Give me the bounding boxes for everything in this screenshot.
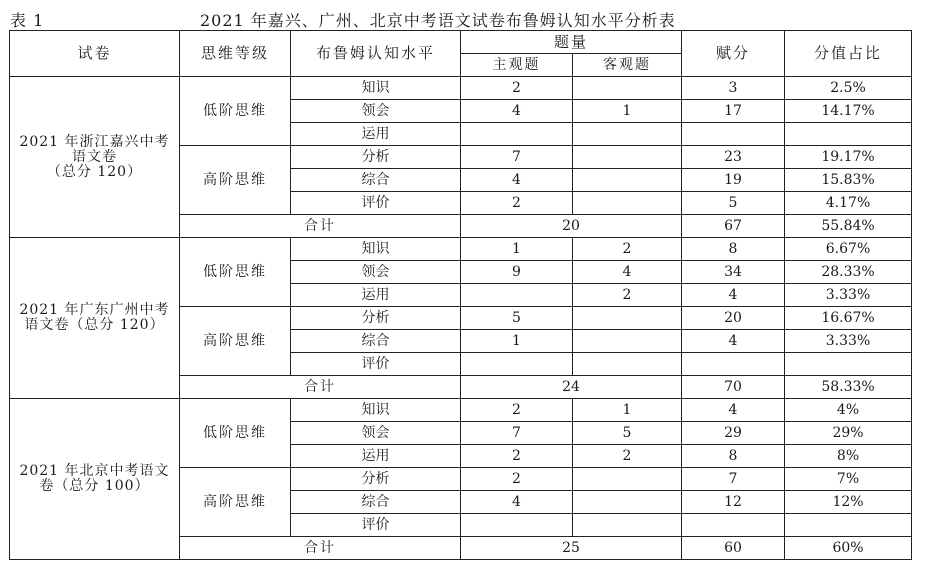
bloom-level-cell: 分析: [291, 146, 461, 169]
bloom-level-cell: 评价: [291, 514, 461, 537]
paper-name-line: （总分 120）: [46, 163, 143, 180]
low-order-thinking-cell: 低阶思维: [180, 238, 291, 307]
bloom-level-cell: 运用: [291, 445, 461, 468]
paper-name-cell: [10, 238, 180, 399]
subjective-count-cell: 7: [461, 422, 573, 445]
score-cell: 5: [682, 192, 785, 215]
bloom-level-cell: 运用: [291, 284, 461, 307]
objective-count-cell: 5: [573, 422, 682, 445]
objective-count-cell: [573, 491, 682, 514]
score-cell: 8: [682, 445, 785, 468]
subjective-count-cell: 4: [461, 169, 573, 192]
ratio-cell: 8%: [785, 445, 912, 468]
ratio-cell: 28.33%: [785, 261, 912, 284]
ratio-cell: 19.17%: [785, 146, 912, 169]
objective-count-cell: [573, 468, 682, 491]
bloom-level-cell: 评价: [291, 192, 461, 215]
ratio-cell: [785, 123, 912, 146]
ratio-cell: 2.5%: [785, 77, 912, 100]
bloom-level-cell: 领会: [291, 261, 461, 284]
subjective-count-cell: 2: [461, 192, 573, 215]
objective-count-cell: 2: [573, 445, 682, 468]
bloom-level-cell: 领会: [291, 100, 461, 123]
score-cell: 8: [682, 238, 785, 261]
header-paper: 试卷: [10, 31, 180, 77]
bloom-level-cell: 综合: [291, 330, 461, 353]
bloom-level-cell: 运用: [291, 123, 461, 146]
subjective-count-cell: 2: [461, 399, 573, 422]
table-row: [10, 238, 912, 261]
objective-count-cell: [573, 146, 682, 169]
total-count-cell: 20: [461, 215, 682, 238]
high-order-thinking-cell: 高阶思维: [180, 468, 291, 537]
subjective-count-cell: 2: [461, 77, 573, 100]
ratio-cell: 7%: [785, 468, 912, 491]
paper-name-line: 卷（总分 100）: [39, 478, 150, 494]
paper-name-line: 语文卷: [72, 148, 117, 165]
bloom-level-cell: 综合: [291, 491, 461, 514]
subjective-count-cell: 5: [461, 307, 573, 330]
objective-count-cell: [573, 330, 682, 353]
header-count: 题量: [461, 31, 682, 54]
subjective-count-cell: 1: [461, 238, 573, 261]
score-cell: 17: [682, 100, 785, 123]
paper-name-line: 2021 年广东广州中考: [19, 302, 170, 318]
total-ratio-cell: 58.33%: [785, 376, 912, 399]
ratio-cell: 12%: [785, 491, 912, 514]
ratio-cell: 6.67%: [785, 238, 912, 261]
total-score-cell: 60: [682, 537, 785, 560]
score-cell: 19: [682, 169, 785, 192]
high-order-thinking-cell: 高阶思维: [180, 146, 291, 215]
objective-count-cell: [573, 169, 682, 192]
subjective-count-cell: 9: [461, 261, 573, 284]
subjective-count-cell: [461, 353, 573, 376]
bloom-level-cell: 知识: [291, 238, 461, 261]
total-score-cell: 70: [682, 376, 785, 399]
bloom-level-cell: 评价: [291, 353, 461, 376]
bloom-level-cell: 综合: [291, 169, 461, 192]
header-ratio: 分值占比: [785, 31, 912, 77]
score-cell: 3: [682, 77, 785, 100]
total-score-cell: 67: [682, 215, 785, 238]
bloom-analysis-table: [9, 30, 912, 560]
objective-count-cell: 4: [573, 261, 682, 284]
score-cell: 12: [682, 491, 785, 514]
header-subjective: 主观题: [461, 54, 573, 77]
objective-count-cell: 2: [573, 238, 682, 261]
objective-count-cell: [573, 353, 682, 376]
ratio-cell: [785, 514, 912, 537]
objective-count-cell: [573, 123, 682, 146]
ratio-cell: 14.17%: [785, 100, 912, 123]
paper-name-line: 2021 年浙江嘉兴中考: [19, 133, 170, 150]
score-cell: 7: [682, 468, 785, 491]
ratio-cell: 4.17%: [785, 192, 912, 215]
total-ratio-cell: 60%: [785, 537, 912, 560]
bloom-level-cell: 分析: [291, 307, 461, 330]
bloom-level-cell: 知识: [291, 399, 461, 422]
paper-name-cell: [10, 77, 180, 238]
low-order-thinking-cell: 低阶思维: [180, 77, 291, 146]
score-cell: 23: [682, 146, 785, 169]
table-row: [10, 77, 912, 100]
score-cell: 34: [682, 261, 785, 284]
header-bloom: 布鲁姆认知水平: [291, 31, 461, 77]
table-title: 2021 年嘉兴、广州、北京中考语文试卷布鲁姆认知水平分析表: [200, 11, 676, 30]
subjective-count-cell: 2: [461, 468, 573, 491]
objective-count-cell: [573, 307, 682, 330]
header-score: 赋分: [682, 31, 785, 77]
table-number: 表 1: [10, 11, 45, 30]
ratio-cell: 16.67%: [785, 307, 912, 330]
score-cell: 4: [682, 330, 785, 353]
total-ratio-cell: 55.84%: [785, 215, 912, 238]
total-count-cell: 25: [461, 537, 682, 560]
table-caption: [0, 0, 925, 30]
table-row: [10, 399, 912, 422]
objective-count-cell: [573, 77, 682, 100]
score-cell: 20: [682, 307, 785, 330]
total-count-cell: 24: [461, 376, 682, 399]
objective-count-cell: [573, 514, 682, 537]
ratio-cell: 15.83%: [785, 169, 912, 192]
bloom-level-cell: 知识: [291, 77, 461, 100]
ratio-cell: 4%: [785, 399, 912, 422]
total-label-cell: 合计: [180, 215, 461, 238]
score-cell: [682, 123, 785, 146]
subjective-count-cell: [461, 514, 573, 537]
objective-count-cell: [573, 192, 682, 215]
header-row-1: [10, 31, 912, 54]
score-cell: 29: [682, 422, 785, 445]
high-order-thinking-cell: 高阶思维: [180, 307, 291, 376]
score-cell: [682, 353, 785, 376]
subjective-count-cell: 1: [461, 330, 573, 353]
paper-name-line: 语文卷（总分 120）: [24, 317, 165, 333]
ratio-cell: 3.33%: [785, 330, 912, 353]
bloom-level-cell: 分析: [291, 468, 461, 491]
subjective-count-cell: 4: [461, 100, 573, 123]
score-cell: 4: [682, 284, 785, 307]
paper-name-cell: [10, 399, 180, 560]
total-label-cell: 合计: [180, 376, 461, 399]
subjective-count-cell: 4: [461, 491, 573, 514]
total-label-cell: 合计: [180, 537, 461, 560]
low-order-thinking-cell: 低阶思维: [180, 399, 291, 468]
ratio-cell: 29%: [785, 422, 912, 445]
subjective-count-cell: 2: [461, 445, 573, 468]
subjective-count-cell: [461, 284, 573, 307]
subjective-count-cell: 7: [461, 146, 573, 169]
score-cell: [682, 514, 785, 537]
ratio-cell: 3.33%: [785, 284, 912, 307]
subjective-count-cell: [461, 123, 573, 146]
objective-count-cell: 2: [573, 284, 682, 307]
objective-count-cell: 1: [573, 399, 682, 422]
bloom-level-cell: 领会: [291, 422, 461, 445]
objective-count-cell: 1: [573, 100, 682, 123]
score-cell: 4: [682, 399, 785, 422]
paper-name-line: 2021 年北京中考语文: [19, 463, 170, 479]
header-thinking: 思维等级: [180, 31, 291, 77]
header-objective: 客观题: [573, 54, 682, 77]
ratio-cell: [785, 353, 912, 376]
